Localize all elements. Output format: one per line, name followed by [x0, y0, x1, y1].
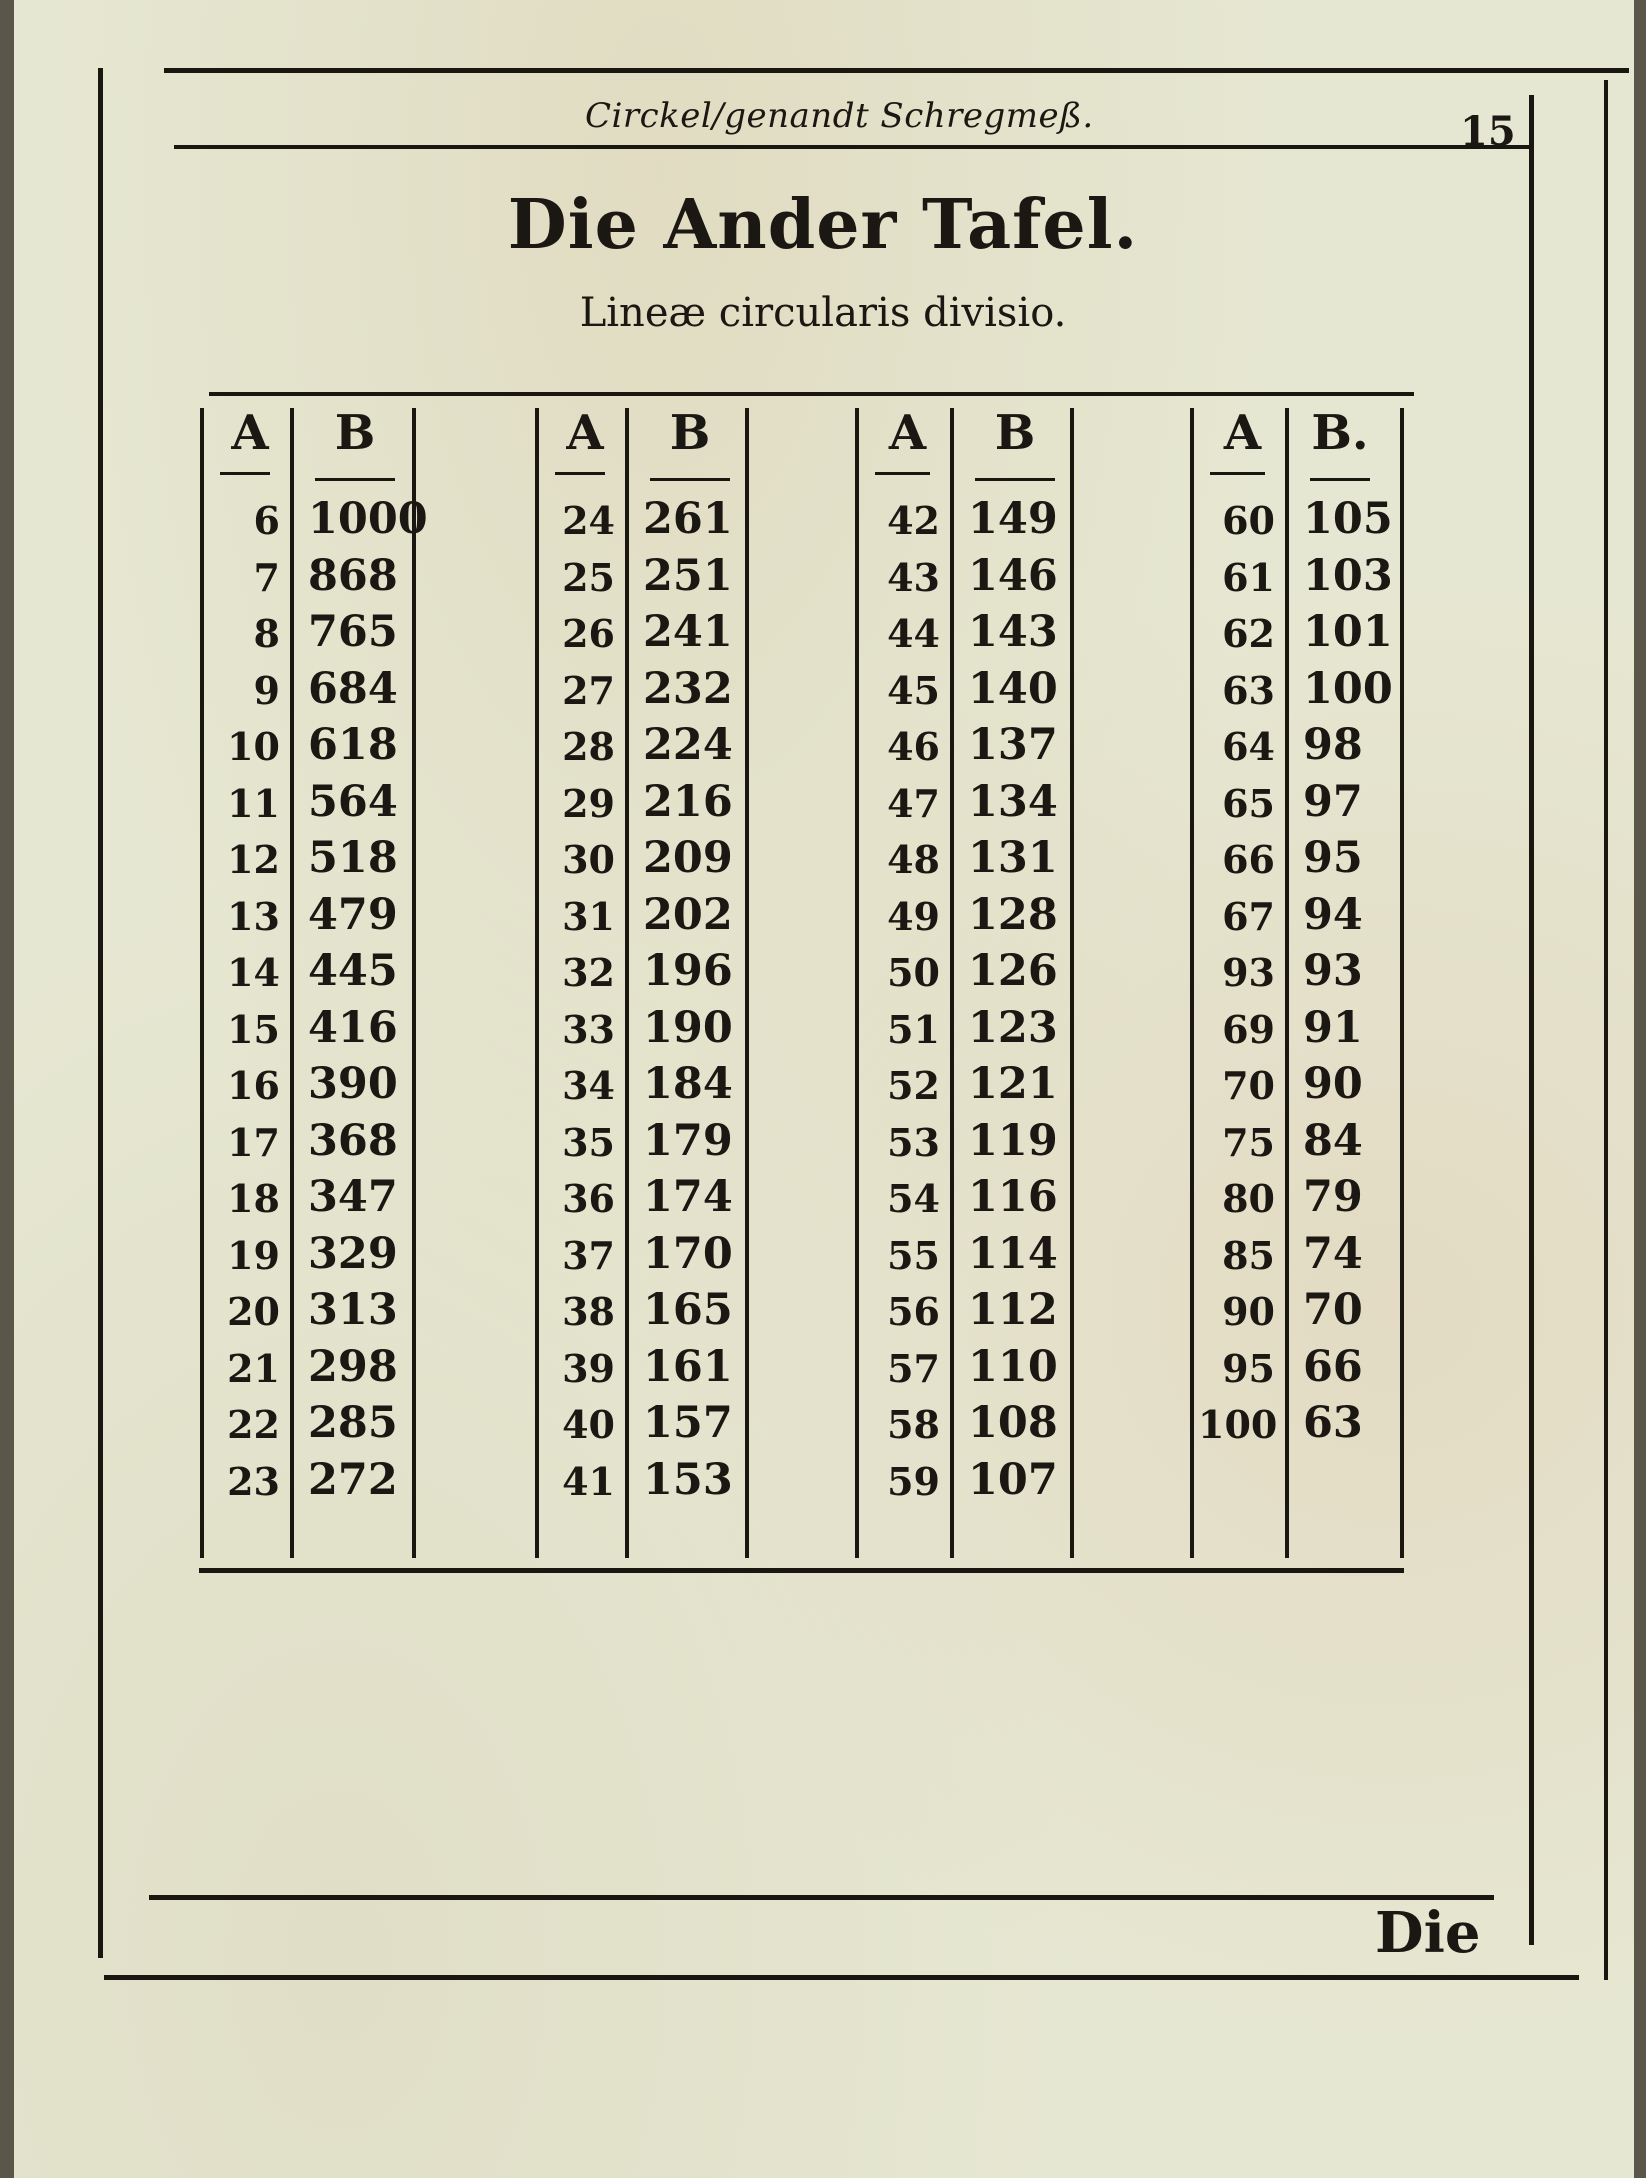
table-cell-a: 12 [227, 837, 280, 882]
table-cell-a: 60 [1222, 498, 1275, 543]
table-cell-b: 93 [1303, 946, 1363, 996]
table-cell-a: 50 [887, 950, 940, 995]
table-cell-b: 261 [643, 494, 733, 544]
table-cell-b: 190 [643, 1002, 733, 1053]
table-cell-b: 110 [968, 1341, 1058, 1392]
table-cell-b: 765 [308, 607, 398, 657]
table-top-rule [209, 392, 1414, 396]
frame-right-rule [1529, 95, 1534, 1945]
table-cell-a: 34 [562, 1063, 615, 1108]
table-cell-b: 209 [643, 833, 733, 883]
table-cell-b: 91 [1303, 1002, 1363, 1053]
table-cell-b: 184 [643, 1059, 733, 1109]
table-cell-a: 41 [562, 1458, 615, 1504]
table-cell-a: 69 [1222, 1006, 1275, 1052]
table-cell-b: 126 [968, 946, 1058, 996]
table-column-rule [200, 408, 204, 1558]
table-column-rule [625, 408, 629, 1558]
table-cell-a: 48 [887, 837, 940, 882]
table-cell-b: 445 [308, 946, 398, 996]
header-underline [220, 472, 270, 475]
table-cell-b: 251 [643, 550, 733, 601]
table-cell-a: 24 [562, 498, 615, 543]
table-cell-b: 70 [1303, 1285, 1363, 1335]
table-cell-a: 56 [887, 1289, 940, 1334]
table-cell-a: 9 [253, 667, 280, 713]
header-underline [315, 478, 395, 481]
table-cell-b: 179 [643, 1115, 733, 1166]
table-cell-b: 101 [1303, 607, 1393, 657]
table-cell-b: 165 [643, 1285, 733, 1335]
header-underline [1310, 478, 1370, 481]
table-cell-a: 90 [1222, 1289, 1275, 1334]
table-cell-a: 58 [887, 1402, 940, 1447]
table-cell-b: 143 [968, 607, 1058, 657]
table-cell-a: 62 [1222, 611, 1275, 656]
table-cell-b: 63 [1303, 1398, 1363, 1448]
table-cell-b: 368 [308, 1115, 398, 1166]
table-cell-a: 55 [887, 1232, 940, 1278]
frame-left-rule [98, 68, 103, 1958]
table-cell-b: 170 [643, 1228, 733, 1279]
table-cell-a: 6 [253, 498, 280, 543]
frame-bottom-rule [104, 1975, 1579, 1980]
table-cell-a: 18 [227, 1176, 280, 1221]
table-bottom-rule [199, 1568, 1404, 1573]
table-cell-a: 10 [227, 724, 280, 769]
table-cell-a: 20 [227, 1289, 280, 1334]
table-cell-a: 64 [1222, 724, 1275, 769]
table-cell-a: 31 [562, 893, 615, 939]
table-cell-a: 80 [1222, 1176, 1275, 1221]
table-cell-b: 98 [1303, 720, 1363, 770]
table-cell-b: 94 [1303, 889, 1363, 940]
table-cell-b: 114 [968, 1228, 1058, 1279]
table-cell-b: 79 [1303, 1172, 1363, 1222]
table-cell-a: 49 [887, 893, 940, 939]
column-header-a: A [1223, 405, 1262, 461]
table-column-rule [535, 408, 539, 1558]
table-cell-a: 53 [887, 1119, 940, 1165]
table-cell-a: 44 [887, 611, 940, 656]
table-cell-a: 70 [1222, 1063, 1275, 1108]
table-cell-b: 618 [308, 720, 398, 770]
table-column-rule [1190, 408, 1194, 1558]
page-number: 15 [1460, 108, 1516, 155]
table-cell-a: 38 [562, 1289, 615, 1334]
table-cell-b: 121 [968, 1059, 1058, 1109]
table-cell-a: 51 [887, 1006, 940, 1052]
table-cell-b: 153 [643, 1454, 733, 1505]
column-header-a: A [888, 405, 927, 461]
table-cell-a: 32 [562, 950, 615, 995]
table-cell-b: 149 [968, 494, 1058, 544]
table-cell-a: 11 [227, 780, 280, 826]
header-underline [875, 472, 930, 475]
header-underline [975, 478, 1055, 481]
table-cell-b: 202 [643, 889, 733, 940]
table-cell-b: 224 [643, 720, 733, 770]
foot-rule [149, 1895, 1494, 1900]
table-cell-b: 108 [968, 1398, 1058, 1448]
table-column-rule [290, 408, 294, 1558]
table-cell-a: 26 [562, 611, 615, 656]
table-cell-b: 107 [968, 1454, 1058, 1505]
header-underline [555, 472, 605, 475]
table-cell-b: 272 [308, 1454, 398, 1505]
table-cell-a: 63 [1222, 667, 1275, 713]
table-title: Die Ander Tafel. [507, 185, 1139, 265]
table-cell-a: 85 [1222, 1232, 1275, 1278]
table-cell-b: 390 [308, 1059, 398, 1109]
table-cell-b: 241 [643, 607, 733, 657]
table-cell-b: 123 [968, 1002, 1058, 1053]
table-cell-b: 232 [643, 663, 733, 714]
table-cell-a: 40 [562, 1402, 615, 1447]
table-cell-b: 74 [1303, 1228, 1363, 1279]
column-header-b: B [994, 405, 1036, 461]
table-cell-b: 196 [643, 946, 733, 996]
table-cell-a: 14 [227, 950, 280, 995]
table-cell-b: 97 [1303, 776, 1363, 827]
table-cell-a: 52 [887, 1063, 940, 1108]
table-cell-a: 57 [887, 1345, 940, 1391]
table-cell-b: 329 [308, 1228, 398, 1279]
table-cell-b: 103 [1303, 550, 1393, 601]
table-cell-a: 23 [227, 1458, 280, 1504]
table-cell-b: 146 [968, 550, 1058, 601]
table-cell-a: 100 [1198, 1402, 1278, 1447]
table-cell-a: 95 [1222, 1345, 1275, 1391]
table-cell-b: 479 [308, 889, 398, 940]
table-cell-b: 116 [968, 1172, 1058, 1222]
column-header-a: A [231, 405, 269, 461]
table-cell-a: 7 [253, 554, 280, 600]
table-cell-a: 35 [562, 1119, 615, 1165]
column-header-a: A [566, 405, 604, 461]
table-cell-b: 128 [968, 889, 1058, 940]
table-cell-b: 161 [643, 1341, 733, 1392]
table-cell-a: 27 [562, 667, 615, 713]
table-cell-a: 25 [562, 554, 615, 600]
table-cell-b: 174 [643, 1172, 733, 1222]
table-cell-b: 347 [308, 1172, 398, 1222]
table-cell-a: 28 [562, 724, 615, 769]
table-cell-b: 90 [1303, 1059, 1363, 1109]
table-cell-b: 100 [1303, 663, 1393, 714]
table-cell-b: 95 [1303, 833, 1363, 883]
table-cell-a: 66 [1222, 837, 1275, 882]
table-column-rule [950, 408, 954, 1558]
table-cell-b: 285 [308, 1398, 398, 1448]
table-cell-b: 518 [308, 833, 398, 883]
table-cell-a: 37 [562, 1232, 615, 1278]
table-cell-b: 137 [968, 720, 1058, 770]
table-cell-a: 46 [887, 724, 940, 769]
frame-top-rule [164, 68, 1629, 73]
table-cell-a: 47 [887, 780, 940, 826]
table-cell-b: 216 [643, 776, 733, 827]
table-cell-b: 66 [1303, 1341, 1363, 1392]
table-cell-a: 13 [227, 893, 280, 939]
table-cell-a: 30 [562, 837, 615, 882]
table-cell-b: 298 [308, 1341, 398, 1392]
table-cell-b: 684 [308, 663, 398, 714]
table-cell-b: 119 [968, 1115, 1058, 1166]
table-cell-a: 39 [562, 1345, 615, 1391]
table-cell-a: 54 [887, 1176, 940, 1221]
table-cell-a: 75 [1222, 1119, 1275, 1165]
table-cell-b: 105 [1303, 494, 1393, 544]
running-head: Circkel/genandt Schregmeß. [585, 96, 1094, 136]
table-cell-a: 22 [227, 1402, 280, 1447]
table-cell-a: 65 [1222, 780, 1275, 826]
column-header-b: B. [1311, 405, 1369, 461]
frame-outer-right-rule [1604, 80, 1608, 1980]
table-cell-a: 21 [227, 1345, 280, 1391]
catchword: Die [1375, 1900, 1481, 1966]
head-rule [174, 145, 1534, 149]
table-cell-a: 8 [253, 611, 280, 656]
table-cell-a: 43 [887, 554, 940, 600]
table-cell-b: 1000 [308, 494, 428, 544]
table-subtitle: Lineæ circularis divisio. [579, 290, 1067, 336]
table-cell-a: 67 [1222, 893, 1275, 939]
column-header-b: B [669, 405, 711, 461]
table-cell-b: 313 [308, 1285, 398, 1335]
table-cell-a: 42 [887, 498, 940, 543]
table-cell-a: 45 [887, 667, 940, 713]
table-column-rule [1285, 408, 1289, 1558]
table-cell-b: 868 [308, 550, 398, 601]
table-column-rule [855, 408, 859, 1558]
table-cell-b: 564 [308, 776, 398, 827]
column-header-b: B [334, 405, 376, 461]
table-cell-b: 84 [1303, 1115, 1363, 1166]
table-cell-a: 29 [562, 780, 615, 826]
header-underline [650, 478, 730, 481]
header-underline [1210, 472, 1265, 475]
table-cell-a: 36 [562, 1176, 615, 1221]
table-cell-b: 112 [968, 1285, 1058, 1335]
table-cell-a: 33 [562, 1006, 615, 1052]
table-cell-b: 140 [968, 663, 1058, 714]
table-cell-b: 134 [968, 776, 1058, 827]
table-cell-a: 17 [227, 1119, 280, 1165]
table-cell-a: 61 [1222, 554, 1275, 600]
table-cell-b: 157 [643, 1398, 733, 1448]
table-cell-b: 131 [968, 833, 1058, 883]
table-cell-a: 16 [227, 1063, 280, 1108]
table-cell-a: 59 [887, 1458, 940, 1504]
table-cell-a: 93 [1222, 950, 1275, 995]
table-cell-b: 416 [308, 1002, 398, 1053]
table-cell-a: 15 [227, 1006, 280, 1052]
table-cell-a: 19 [227, 1232, 280, 1278]
